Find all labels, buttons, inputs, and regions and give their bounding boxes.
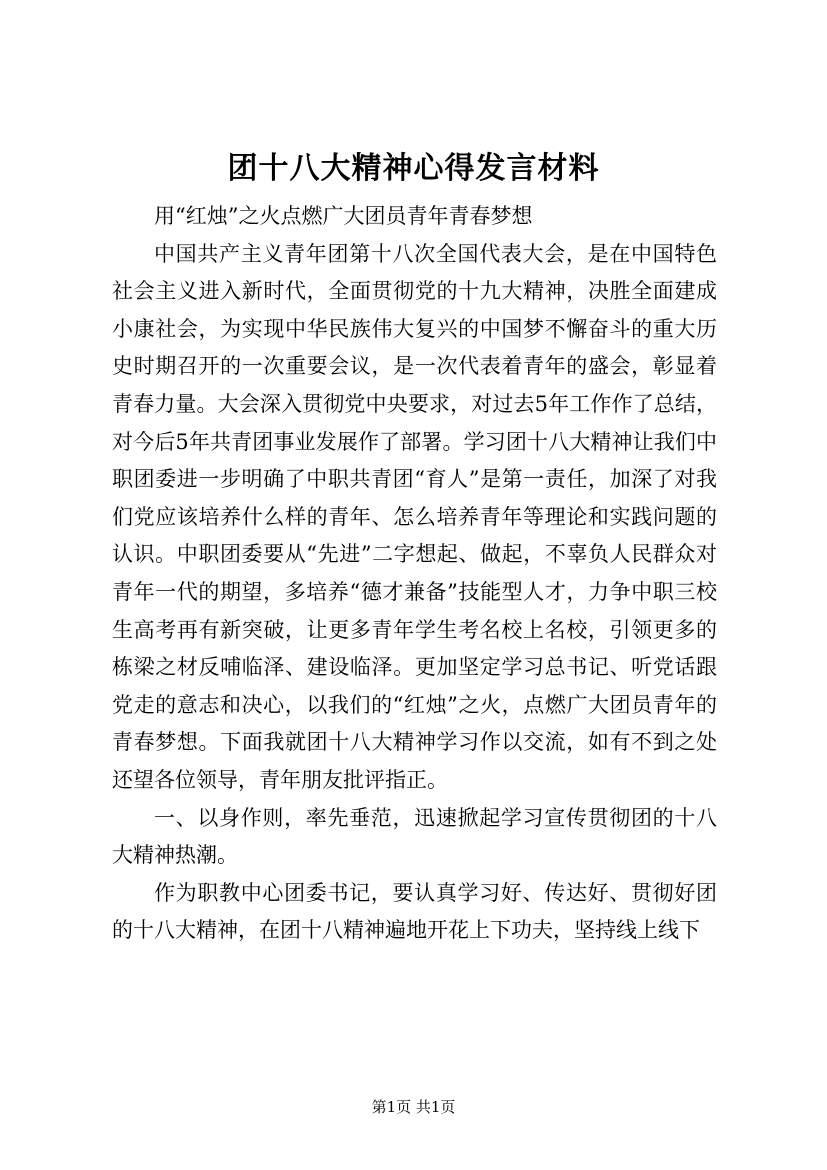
paragraph-intro: 中国共产主义青年团第十八次全国代表大会，是在中国特色社会主义进入新时代，全面贯彻党的十九大精神，决胜全面建成小康社会，为实现中华民族伟大复兴的中国梦不懈奋斗的重大历史时期召开的一次重要会议，是一次代表着青年的盛会，彰显着青春力量。大会深入贯彻党中央要求，对过去5年工作作了总结，对今后5年共青团事业发展作了部署。学习团十八大精神让我们中职团委进一步明确了中职共青团“育人”是第一责任，加深了对我们党应该培养什么样的青年、怎么培养青年等理论和实践问题的认识。中职团委要从“先进”二字想起、做起，不辜负人民群众对青年一代的期望，多培养“德才兼备”技能型人才，力争中职三校生高考再有新突破，让更多青年学生考名校上名校，引领更多的栋梁之材反哺临泽、建设临泽。更加坚定学习总书记、听党话跟党走的意志和决心，以我们的“红烛”之火，点燃广大团员青年的青春梦想。下面我就团十八大精神学习作以交流，如有不到之处还望各位领导，青年朋友批评指正。 xyxy=(112,241,717,792)
document-body xyxy=(112,198,717,950)
page-footer: 第1页 共1页 xyxy=(371,1098,456,1116)
paragraph-section-body: 作为职教中心团委书记，要认真学习好、传达好、贯彻好团的十八大精神，在团十八精神遍地开花上下功夫，坚持线上线下 xyxy=(112,880,717,943)
paragraph-section-heading: 一、以身作则，率先垂范，迅速掀起学习宣传贯彻团的十八大精神热潮。 xyxy=(112,805,717,868)
document-title: 团十八大精神心得发言材料 xyxy=(227,151,600,186)
document-subtitle: 用“红烛”之火点燃广大团员青年青春梦想 xyxy=(154,204,533,228)
